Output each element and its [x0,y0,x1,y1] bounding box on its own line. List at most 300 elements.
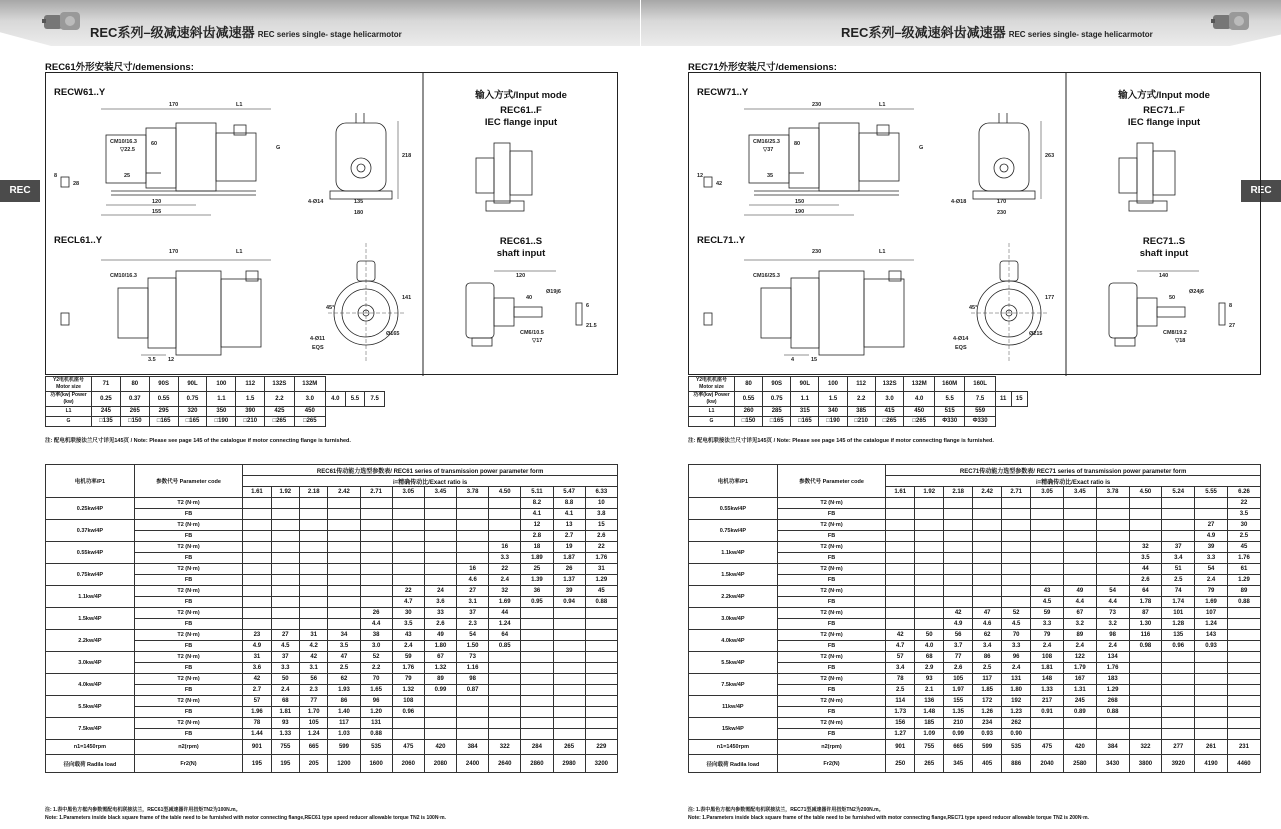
table-cell: 1.81 [1031,663,1064,674]
table-cell [1195,718,1228,729]
table-cell: 340 [819,407,847,417]
gear-motor-icon [42,6,84,36]
table-cell [1227,696,1260,707]
table-cell [457,498,489,509]
table-cell: 2.4 [1063,641,1096,652]
table-cell: G [689,417,735,427]
table-cell: 4.5 [1031,597,1064,608]
table-cell [243,509,271,520]
model-label-w: RECW61..Y [54,87,106,98]
table-cell: 4.0kw/4P [46,674,135,696]
table-cell [271,586,299,597]
table-cell [521,718,553,729]
table-cell: i=精确传动比/Exact ratio is [243,476,618,487]
table-cell [1195,663,1228,674]
model-label-l: RECL71..Y [697,235,746,246]
table-cell: 2980 [553,755,585,773]
table-cell: FB [777,509,885,520]
table-cell [585,718,617,729]
table-cell [1129,663,1162,674]
table-cell [915,531,944,542]
table-cell: 260 [735,407,763,417]
table-cell: 1.73 [886,707,915,718]
table-cell: 108 [1031,652,1064,663]
table-cell [1227,729,1260,740]
table-row [689,564,1261,575]
table-cell: 665 [944,740,973,755]
table-cell: 3800 [1129,755,1162,773]
table-cell [553,718,585,729]
table-cell [271,498,299,509]
power-parameter-table [45,464,618,773]
dim-bottom-a: 230 [812,249,822,255]
table-cell: FB [777,531,885,542]
table-cell [1031,498,1064,509]
table-cell [424,564,456,575]
table-cell: 4.5 [1002,619,1031,630]
table-cell [243,564,271,575]
table-cell: FB [134,707,242,718]
table-cell: 1.5 [819,392,847,407]
table-cell [886,498,915,509]
table-cell [360,597,392,608]
table-cell: 2400 [457,755,489,773]
table-cell: 2.1 [915,685,944,696]
table-cell: 2.6 [1129,575,1162,586]
table-cell: 210 [944,718,973,729]
table-cell: 1.03 [328,729,360,740]
table-cell: 5.5 [345,392,365,407]
dim-shaft-depth: ▽18 [1175,338,1186,344]
table-cell: 4.50 [1129,487,1162,498]
table-cell: 3920 [1162,755,1195,773]
table-cell: 901 [886,740,915,755]
table-cell [944,542,973,553]
dim-60: 80 [794,141,801,147]
table-cell [1162,674,1195,685]
table-cell [1002,542,1031,553]
table-cell [1162,685,1195,696]
table-cell: 47 [328,652,360,663]
table-cell [271,564,299,575]
table-cell: □165 [149,417,178,427]
table-cell: 229 [585,740,617,755]
table-cell: 7.5 [365,392,385,407]
table-cell: 4.9 [1195,531,1228,542]
table-cell [973,597,1002,608]
table-cell: 10 [585,498,617,509]
table-cell [1195,674,1228,685]
table-cell: 2.71 [360,487,392,498]
table-cell: T2 (N·m) [777,696,885,707]
table-cell: 132M [294,377,325,392]
table-cell [489,696,521,707]
table-cell: 参数代号 Parameter code [134,465,242,498]
table-cell [1129,707,1162,718]
table-cell [973,575,1002,586]
table-cell: 功率(kw) Power (kw) [689,392,735,407]
table-cell [457,729,489,740]
table-cell [1002,597,1031,608]
table-cell: 74 [1162,586,1195,597]
table-cell [944,575,973,586]
table-cell [300,575,328,586]
table-cell: 108 [392,696,424,707]
dim-flange-holes: 4-Ø11 [310,336,325,342]
table-cell: 2860 [521,755,553,773]
table-cell: 49 [1063,586,1096,597]
table-cell: FB [134,597,242,608]
table-cell: 345 [944,755,973,773]
table-cell: 1200 [328,755,360,773]
table-cell: 107 [1195,608,1228,619]
table-cell: 2.4 [1002,663,1031,674]
table-cell: T2 (N·m) [777,520,885,531]
dim-cm: CM16/25.3 [753,139,780,145]
table-cell: 192 [1002,696,1031,707]
table-cell [489,685,521,696]
table-cell [243,553,271,564]
table-cell [1063,718,1096,729]
dim-25: 25 [124,173,131,179]
table-cell: 5.5kw/4P [46,696,135,718]
table-cell [915,542,944,553]
table-cell: 1.1 [207,392,236,407]
table-cell [1129,718,1162,729]
table-cell: 3.78 [457,487,489,498]
table-cell [424,729,456,740]
table-cell: Fr2(N) [134,755,242,773]
table-cell [944,520,973,531]
table-cell [489,663,521,674]
table-cell: 384 [457,740,489,755]
table-cell [243,619,271,630]
table-cell: 2.2 [360,663,392,674]
table-cell [300,553,328,564]
input-mode-label: 输入方式/Input mode [475,90,567,101]
table-cell: 415 [875,407,904,417]
table-row [46,608,618,619]
table-cell: 0.85 [489,641,521,652]
table-cell: FB [134,729,242,740]
table-cell [1031,531,1064,542]
dim-141: 177 [1045,295,1055,301]
table-cell: 7.5kw/4P [689,674,778,696]
table-cell [300,586,328,597]
table-cell: 0.37 [120,392,149,407]
table-cell: 86 [328,696,360,707]
table-cell [973,498,1002,509]
table-cell: 1.87 [553,553,585,564]
dim-shaft-40: 40 [526,295,533,301]
table-cell [300,520,328,531]
table-cell: 0.90 [1002,729,1031,740]
table-cell: 4.7 [886,641,915,652]
table-cell: 665 [300,740,328,755]
table-cell [328,597,360,608]
table-cell [1162,509,1195,520]
dim-28: 42 [716,181,723,187]
table-cell: 2080 [424,755,456,773]
table-cell: 2.9 [915,663,944,674]
table-cell: 7.5 [965,392,995,407]
table-cell: FB [134,575,242,586]
table-cell [585,630,617,641]
table-cell [1002,575,1031,586]
table-cell: 3.0 [875,392,904,407]
table-cell: 755 [915,740,944,755]
table-row [46,652,618,663]
table-cell [1031,575,1064,586]
table-cell [424,707,456,718]
table-cell: 116 [1129,630,1162,641]
table-cell [424,498,456,509]
page-title: REC系列–级减速斜齿减速器 REC series single- stage helicarmotor [90,25,402,40]
table-cell [1162,663,1195,674]
table-cell: 96 [360,696,392,707]
table-cell: 1.40 [328,707,360,718]
table-cell [1063,520,1096,531]
input-mode-label: 输入方式/Input mode [1118,90,1210,101]
table-cell: 54 [457,630,489,641]
table-cell [392,718,424,729]
table-cell: 234 [973,718,1002,729]
table-cell: 1.97 [944,685,973,696]
table-cell: 11 [995,392,1011,407]
table-cell: T2 (N·m) [134,630,242,641]
dim-35: 4 [791,357,795,363]
table-cell: 4190 [1195,755,1228,773]
table-cell: 80 [735,377,763,392]
table-cell: 1.32 [424,663,456,674]
table-cell: 262 [1002,718,1031,729]
table-cell: 1.1kw/4P [689,542,778,564]
table-cell: 2.42 [328,487,360,498]
table-row [46,718,618,729]
table-cell: FB [134,663,242,674]
table-cell: 131 [360,718,392,729]
table-cell: REC61传动能力选型参数表/ REC61 series of transmission power parameter form [243,465,618,476]
table-cell: 3.6 [424,597,456,608]
dim-holes: 4-Ø18 [951,199,967,205]
table-cell: 2.42 [973,487,1002,498]
table-cell: □190 [819,417,847,427]
table-cell: 2580 [1063,755,1096,773]
dim-flange-dia: Ø165 [386,331,400,337]
dim-top-a: 170 [169,102,179,108]
table-cell: 1.29 [585,575,617,586]
table-cell: 0.99 [944,729,973,740]
dim-shaft-h: 21.5 [586,323,597,329]
table-row [46,377,385,392]
table-cell: 4.9 [243,641,271,652]
table-cell: 1.70 [300,707,328,718]
table-cell: 90L [178,377,207,392]
table-cell: 559 [965,407,995,417]
table-cell: FB [777,685,885,696]
table-cell [973,586,1002,597]
table-cell: 38 [360,630,392,641]
table-cell [1195,729,1228,740]
table-cell: 320 [178,407,207,417]
table-cell: 43 [1031,586,1064,597]
dim-141: 141 [402,295,412,301]
table-row [46,674,618,685]
shaft-model-label: REC61..S [499,236,543,247]
table-cell: 2.4 [392,641,424,652]
table-cell: 2040 [1031,755,1064,773]
table-cell: 49 [424,630,456,641]
table-cell: □265 [265,417,295,427]
table-cell [360,498,392,509]
table-cell: 105 [300,718,328,729]
table-cell [1031,718,1064,729]
table-cell: 1.29 [1096,685,1129,696]
table-cell: 2.7 [553,531,585,542]
table-cell [243,542,271,553]
table-cell: 2.4 [1031,641,1064,652]
table-cell [1227,718,1260,729]
table-row [689,520,1261,531]
table-cell: □150 [120,417,149,427]
table-cell: 122 [1063,652,1096,663]
table-cell [300,531,328,542]
table-cell: 217 [1031,696,1064,707]
table-cell [489,520,521,531]
table-cell [944,553,973,564]
table-cell: 16 [457,564,489,575]
table-cell: 4.4 [1063,597,1096,608]
dim-flange-holes: 4-Ø14 [953,336,969,342]
table-cell [1063,553,1096,564]
table-cell: 27 [1195,520,1228,531]
table-cell: 599 [328,740,360,755]
table-cell: 3.5 [1227,509,1260,520]
table-cell: 3.3 [489,553,521,564]
table-cell [271,619,299,630]
table-cell [1096,542,1129,553]
table-cell [360,542,392,553]
table-cell: 44 [489,608,521,619]
table-cell: 2.4 [489,575,521,586]
table-cell: 3.5 [392,619,424,630]
table-cell [328,531,360,542]
table-cell: T2 (N·m) [134,498,242,509]
table-cell [1096,564,1129,575]
dim-flange-dia: Ø215 [1029,331,1043,337]
dim-218: 263 [1045,153,1055,159]
table-cell [1195,509,1228,520]
table-cell: 30 [1227,520,1260,531]
table-cell: 167 [1063,674,1096,685]
table-cell: 3.3 [1002,641,1031,652]
table-cell [1063,729,1096,740]
table-cell [521,674,553,685]
table-cell: 1.1 [791,392,819,407]
table-cell [973,564,1002,575]
table-cell [1195,685,1228,696]
table-cell [553,652,585,663]
table-cell: 0.94 [553,597,585,608]
table-cell [424,531,456,542]
table-cell: 1.29 [1227,575,1260,586]
table-cell [1129,509,1162,520]
table-cell: □165 [178,417,207,427]
dim-28: 28 [73,181,80,187]
table-cell: 1.92 [271,487,299,498]
table-cell: 2.2kw/4P [689,586,778,608]
table-cell: FB [134,685,242,696]
table-cell: 3.45 [1063,487,1096,498]
table-cell [1162,718,1195,729]
table-cell [424,520,456,531]
table-cell: 1.5kw/4P [46,608,135,630]
table-cell: 0.25kw/4P [46,498,135,520]
table-cell [1002,553,1031,564]
table-cell: 54 [1195,564,1228,575]
table-cell: 93 [915,674,944,685]
table-cell [1063,564,1096,575]
table-cell [360,531,392,542]
table-cell [300,619,328,630]
table-cell [328,586,360,597]
table-cell [553,696,585,707]
table-cell: 250 [886,755,915,773]
spec-table [688,376,1028,427]
table-cell [915,564,944,575]
side-tab: REC [1241,180,1281,202]
table-cell: 89 [1063,630,1096,641]
table-cell: 284 [521,740,553,755]
table-cell: 59 [1031,608,1064,619]
table-cell: 0.88 [360,729,392,740]
dim-shaft-key: 6 [586,303,590,309]
table-cell: 185 [915,718,944,729]
table-cell [1096,531,1129,542]
table-cell: 25 [521,564,553,575]
table-cell [915,586,944,597]
table-cell [1227,652,1260,663]
table-cell: T2 (N·m) [134,718,242,729]
table-cell: 350 [207,407,236,417]
table-cell [1031,729,1064,740]
table-cell [886,575,915,586]
table-cell [1162,531,1195,542]
table-cell: L1 [46,407,92,417]
table-cell: 78 [243,718,271,729]
table-cell: 0.88 [1227,597,1260,608]
table-cell: 79 [392,674,424,685]
table-cell: 71 [92,377,121,392]
table-cell: 132M [904,377,934,392]
table-cell: 1.16 [457,663,489,674]
table-cell [553,685,585,696]
table-cell: 1.24 [489,619,521,630]
left-page [0,0,640,829]
table-cell: 39 [1195,542,1228,553]
table-cell [489,707,521,718]
dim-cm-b: CM10/16.3 [110,273,137,279]
table-row [46,696,618,707]
table-cell: 26 [553,564,585,575]
table-cell: 1.32 [392,685,424,696]
side-tab: REC [0,180,40,202]
table-cell: 42 [243,674,271,685]
table-cell [521,619,553,630]
table-cell: 1.30 [1129,619,1162,630]
table-cell: 3.0kw/4P [689,608,778,630]
table-cell: 1.50 [457,641,489,652]
